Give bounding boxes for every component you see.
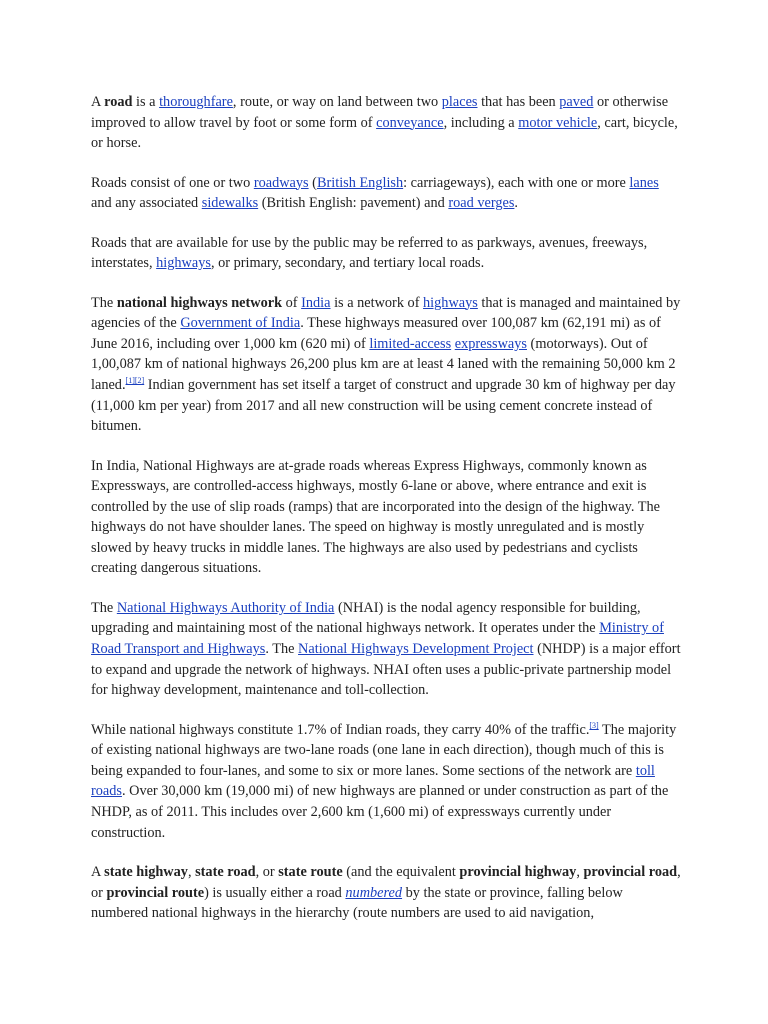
article-body: [91, 92, 681, 943]
text-run: that has been: [477, 94, 560, 110]
bold-term: state road: [195, 863, 256, 880]
link-places[interactable]: places: [441, 94, 478, 110]
text-run: and any associated: [91, 195, 202, 212]
text-run: ,: [576, 863, 584, 880]
link-limited-access[interactable]: limited-access: [369, 335, 452, 352]
bold-term: provincial highway: [459, 863, 577, 880]
text-run: that is managed and maintained by agencies of the: [91, 294, 681, 332]
bold-term: provincial road: [583, 863, 678, 880]
paragraph-national-highways-network: [91, 293, 681, 437]
link-road-verges[interactable]: road verges: [448, 195, 515, 212]
link-expressways[interactable]: expressways: [454, 335, 527, 352]
bold-term: state highway: [104, 863, 188, 880]
text-run: (NHAI) is the nodal agency responsible for building, upgrading and maintaining most of the national highways network. It operates under the: [91, 599, 641, 637]
text-run: , including a: [443, 114, 519, 131]
link-conveyance[interactable]: conveyance: [376, 114, 444, 131]
paragraph-road-definition: [91, 92, 681, 154]
text-run: While national highways constitute 1.7% of Indian roads, they carry 40% of the traffic.: [91, 721, 590, 738]
text-run: A: [91, 94, 105, 110]
link-paved[interactable]: paved: [559, 94, 594, 110]
link-roadways[interactable]: roadways: [253, 174, 309, 191]
bold-term: national highways network: [116, 294, 283, 311]
text-run: , cart, bicycle, or horse.: [91, 114, 678, 152]
bold-term: road: [104, 94, 133, 110]
paragraph-road-components: [91, 173, 681, 214]
text-run: or otherwise improved to allow travel by foot or some form of: [91, 94, 669, 131]
text-run: : carriageways), each with one or more: [403, 174, 630, 191]
text-run: ,: [187, 863, 196, 880]
paragraph-traffic-share: [91, 720, 681, 844]
text-run: . These highways measured over 100,087 km (62,191 mi) as of June 2016, including over 1,000 km (620 mi) of: [91, 315, 661, 352]
link-national-highways-development-project[interactable]: National Highways Development Project: [298, 641, 534, 658]
link-highways[interactable]: highways: [423, 294, 478, 311]
link-highways[interactable]: highways: [156, 255, 211, 272]
paragraph-public-roads: [91, 233, 681, 274]
paragraph-state-highway: [91, 862, 681, 924]
text-run: (: [308, 174, 317, 191]
link-toll-roads[interactable]: toll roads: [91, 762, 655, 800]
text-run: Roads consist of one or two: [91, 174, 254, 191]
text-run: In India, National Highways are at-grade roads whereas Express Highways, commonly known as Expressways, are controlled-access highways, mostly 6-lane or above, where entrance and exit is controlled by the use of slip roads (ramps) that are incorporated into the design of the highway. The highways do not have shoulder lanes. The speed on highway is mostly unregulated and is mostly slowed by heavy trucks in middle lanes. The highways are also used by pedestrians and cyclists creating dangerous situations.: [91, 457, 660, 577]
text-run: . Over 30,000 km (19,000 mi) of new highways are planned or under construction as part of the NHDP, as of 2011. This includes over 2,600 km (1,600 mi) of expressways currently under construction.: [91, 783, 669, 841]
citation-link[interactable]: [3]: [589, 720, 599, 730]
text-run: Roads that are available for use by the public may be referred to as parkways, avenues, freeways, interstates,: [91, 234, 648, 272]
text-run: , or: [91, 863, 681, 901]
link-thoroughfare[interactable]: thoroughfare: [159, 94, 233, 110]
text-run: (British English: pavement) and: [258, 195, 449, 212]
link-sidewalks[interactable]: sidewalks: [201, 195, 259, 212]
link-motor-vehicle[interactable]: motor vehicle: [518, 114, 598, 131]
text-run: ) is usually either a road: [204, 884, 346, 901]
text-run: A: [91, 863, 105, 880]
text-run: is a network of: [330, 294, 424, 311]
text-run: , or: [255, 863, 279, 880]
text-run: (NHDP) is a major effort to expand and upgrade the network of highways. NHAI often uses a public-private partnership model for highway development, maintenance and toll-collection.: [91, 641, 681, 699]
link-british-english[interactable]: British English: [316, 174, 404, 191]
text-run: , route, or way on land between two: [232, 94, 442, 110]
text-run: of: [282, 294, 302, 311]
text-run: (and the equivalent: [342, 863, 460, 880]
text-run: .: [514, 195, 518, 212]
text-run: The: [91, 294, 117, 311]
link-india[interactable]: India: [301, 294, 331, 311]
bold-term: provincial route: [106, 884, 205, 901]
link-government-of-india[interactable]: Government of India: [180, 315, 301, 332]
text-run: The majority of existing national highways are two-lane roads (one lane in each direction), though much of this is being expanded to four-lanes, and some to six or more lanes. Some sections of the network are: [91, 721, 677, 779]
text-run: Indian government has set itself a target of construct and upgrade 30 km of highway per day (11,000 km per year) from 2017 and all new construction will be using cement concrete instead of bitumen.: [91, 376, 676, 435]
text-run: is a: [132, 94, 160, 110]
text-run: by the state or province, falling below numbered national highways in the hierarchy (route numbers are used to aid navigation,: [91, 884, 623, 922]
paragraph-expressways: [91, 456, 681, 580]
text-run: . The: [265, 641, 299, 658]
link-numbered[interactable]: numbered: [345, 884, 403, 901]
link-national-highways-authority-of-india[interactable]: National Highways Authority of India: [116, 599, 335, 616]
paragraph-nhai: [91, 598, 681, 701]
link-lanes[interactable]: lanes: [629, 174, 659, 191]
bold-term: state route: [278, 863, 343, 880]
citation-link[interactable]: [1][2]: [125, 376, 145, 386]
text-run: The: [91, 599, 117, 616]
text-run: (motorways). Out of 1,00,087 km of national highways 26,200 plus km are at least 4 laned with the remaining 50,000 km 2 laned.: [91, 335, 676, 393]
link-ministry-of-road-transport-and-highways[interactable]: Ministry of Road Transport and Highways: [91, 620, 664, 658]
text-run: , or primary, secondary, and tertiary local roads.: [210, 255, 485, 272]
